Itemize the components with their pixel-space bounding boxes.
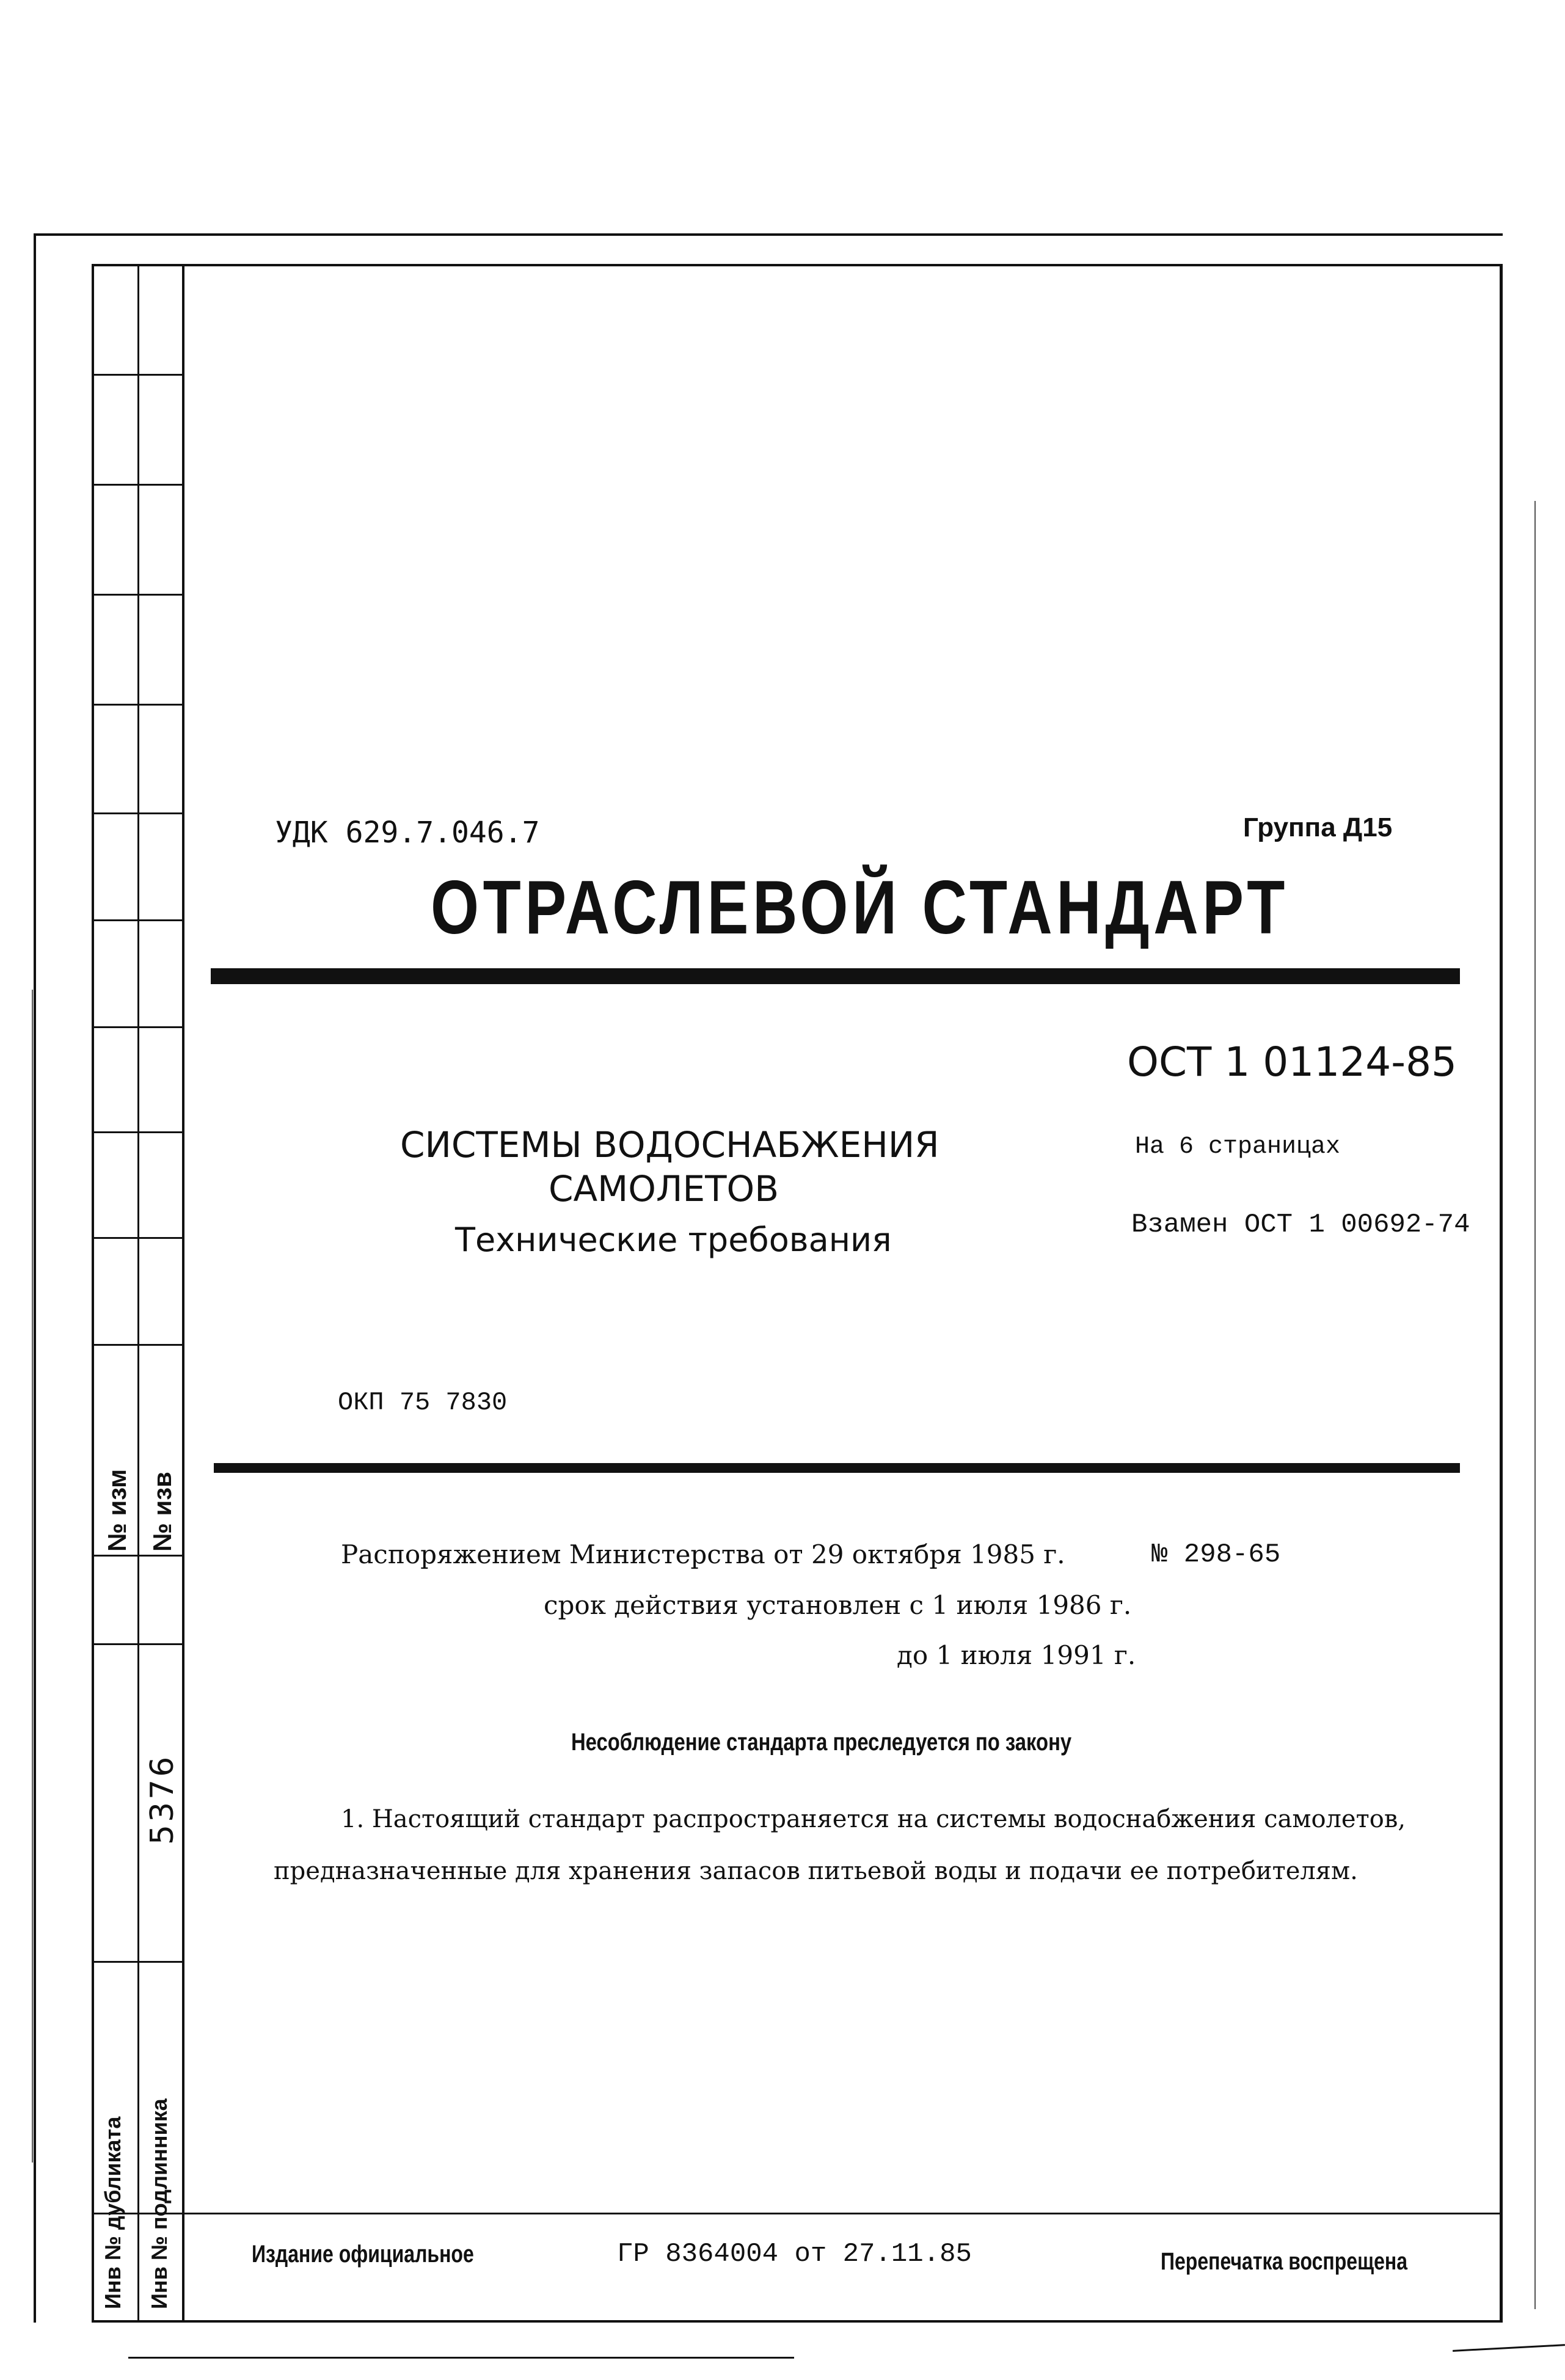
pages-count: На 6 страницах bbox=[1135, 1133, 1341, 1161]
stamp-tick bbox=[92, 594, 183, 596]
stamp-label-dubl: Инв № дубликата bbox=[100, 2116, 125, 2309]
top-border bbox=[34, 233, 1503, 236]
left-outer-border bbox=[34, 233, 36, 2323]
page-title: ОТРАСЛЕВОЙ СТАНДАРТ bbox=[431, 866, 1289, 950]
stamp-tick bbox=[92, 704, 183, 706]
body-para1-line2: предназначенные для хранения запасов питьевой воды и подачи ее потребителям. bbox=[274, 1857, 1358, 1885]
stamp-tick bbox=[92, 1237, 183, 1239]
stamp-tick bbox=[92, 484, 183, 486]
stamp-tick bbox=[92, 919, 183, 921]
stamp-label-izv: № изв bbox=[148, 1471, 177, 1552]
title-rule bbox=[211, 968, 1460, 984]
replaces-standard: Взамен ОСТ 1 00692-74 bbox=[1131, 1210, 1470, 1240]
divider-rule bbox=[214, 1463, 1460, 1473]
group-label: Группа Д15 bbox=[1243, 812, 1393, 842]
scan-artifact-line-right bbox=[1453, 2344, 1565, 2352]
footer-right: Перепечатка воспрещена bbox=[1161, 2248, 1407, 2275]
frame-left-stamp bbox=[92, 264, 94, 2323]
stamp-label-podl: Инв № подлинника bbox=[147, 2098, 172, 2309]
order-line3: до 1 июля 1991 г. bbox=[897, 1640, 1136, 1670]
legal-warning: Несоблюдение стандарта преследуется по закону bbox=[571, 1729, 1072, 1756]
order-number: № 298-65 bbox=[1151, 1539, 1281, 1570]
stamp-number: 5376 bbox=[144, 1754, 181, 1845]
standard-name-line2: САМОЛЕТОВ bbox=[549, 1168, 779, 1210]
footer-left: Издание официальное bbox=[252, 2241, 474, 2268]
stamp-label-izm: № изм bbox=[103, 1469, 131, 1552]
main-frame-left bbox=[182, 264, 184, 2323]
scan-artifact-line bbox=[128, 2357, 794, 2359]
standard-code: ОСТ 1 01124-85 bbox=[1127, 1039, 1457, 1086]
stamp-col-divider bbox=[137, 264, 139, 2323]
stamp-tick bbox=[92, 1131, 183, 1133]
stamp-tick bbox=[92, 1026, 183, 1028]
stamp-tick bbox=[92, 1555, 183, 1557]
frame-top bbox=[92, 264, 1503, 266]
frame-right bbox=[1500, 264, 1503, 2323]
footer-center: ГР 8364004 от 27.11.85 bbox=[617, 2239, 972, 2269]
okp-code: ОКП 75 7830 bbox=[338, 1388, 508, 1417]
scan-artifact-left-edge bbox=[32, 990, 33, 2163]
frame-bottom bbox=[92, 2320, 1503, 2323]
order-line2: срок действия установлен с 1 июля 1986 г. bbox=[544, 1590, 1132, 1620]
standard-name-line1: СИСТЕМЫ ВОДОСНАБЖЕНИЯ bbox=[400, 1124, 939, 1166]
stamp-tick bbox=[92, 1643, 183, 1645]
stamp-tick bbox=[92, 1961, 183, 1963]
stamp-tick bbox=[92, 1344, 183, 1346]
stamp-tick bbox=[92, 812, 183, 814]
body-para1-line1: 1. Настоящий стандарт распространяется на системы водоснабжения самолетов, bbox=[341, 1805, 1406, 1833]
stamp-tick bbox=[92, 2213, 1503, 2214]
udk-label: УДК 629.7.046.7 bbox=[275, 816, 540, 850]
order-line1: Распоряжением Министерства от 29 октября 1985 г. bbox=[341, 1539, 1065, 1569]
stamp-tick bbox=[92, 374, 183, 376]
scan-artifact-right-edge bbox=[1534, 501, 1536, 2309]
standard-subtitle: Технические требования bbox=[455, 1221, 892, 1259]
